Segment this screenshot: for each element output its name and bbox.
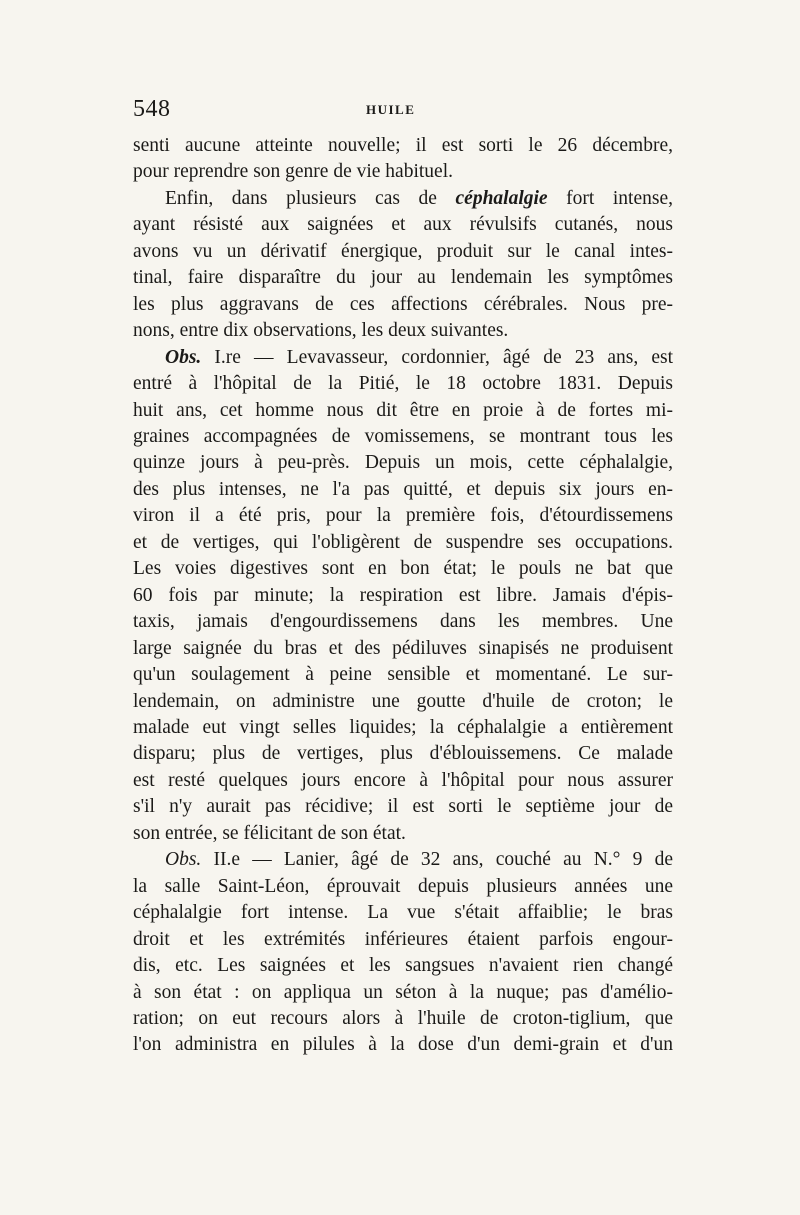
text-line: est resté quelques jours encore à l'hôpital pour nous assurer [133, 769, 673, 791]
italic-term: Obs. [165, 346, 202, 368]
text-run: II.e — Lanier, âgé de 32 ans, couché au N.° 9 de [201, 849, 673, 871]
page-number: 548 [133, 96, 171, 122]
text-run: Enfin, dans plusieurs cas de [165, 187, 456, 209]
italic-term: céphalalgie [455, 187, 548, 209]
text-line: nons, entre dix observations, les deux suivantes. [133, 320, 509, 342]
text-line: senti aucune atteinte nouvelle; il est sorti le 26 décembre, [133, 135, 673, 156]
text-line: lendemain, on administre une goutte d'huile de croton; le [133, 690, 673, 712]
text-line: à son état : on appliqua un séton à la nuque; pas d'amélio- [133, 981, 673, 1003]
text-line: avons vu un dérivatif énergique, produit sur le canal intes- [133, 240, 673, 262]
text-run: I.re — Levavasseur, cordonnier, âgé de 23 ans, est [201, 346, 673, 368]
text-line: viron il a été pris, pour la première fois, d'étourdissemens [133, 505, 673, 527]
text-line: qu'un soulagement à peine sensible et momentané. Le sur- [133, 664, 673, 686]
text-line: disparu; plus de vertiges, plus d'éblouissemens. Ce malade [133, 743, 673, 765]
text-line: dis, etc. Les saignées et les sangsues n'avaient rien changé [133, 955, 673, 977]
text-line: s'il n'y aurait pas récidive; il est sorti le septième jour de [133, 796, 673, 818]
text-line [133, 186, 673, 212]
text-line: entré à l'hôpital de la Pitié, le 18 octobre 1831. Depuis [133, 373, 673, 395]
text-line: graines accompagnées de vomissemens, se montrant tous les [133, 425, 673, 447]
text-line: droit et les extrémités inférieures étaient parfois engour- [133, 928, 673, 950]
text-line: et de vertiges, qui l'obligèrent de suspendre ses occupations. [133, 531, 673, 553]
text-line: la salle Saint-Léon, éprouvait depuis plusieurs années une [133, 875, 673, 897]
text-line: ration; on eut recours alors à l'huile de croton-tiglium, que [133, 1007, 673, 1029]
text-line [133, 847, 673, 873]
italic-term: Obs. [165, 849, 202, 871]
text-line: 60 fois par minute; la respiration est libre. Jamais d'épis- [133, 584, 673, 606]
text-line: les plus aggravans de ces affections cérébrales. Nous pre- [133, 293, 673, 315]
text-line: huit ans, cet homme nous dit être en proie à de fortes mi- [133, 399, 673, 421]
text-line: malade eut vingt selles liquides; la céphalalgie a entièrement [133, 716, 673, 738]
page-header [133, 96, 673, 126]
text-line: quinze jours à peu-près. Depuis un mois, cette céphalalgie, [133, 452, 673, 474]
text-line: des plus intenses, ne l'a pas quitté, et depuis six jours en- [133, 478, 673, 500]
body-text [133, 133, 673, 1059]
text-line: céphalalgie fort intense. La vue s'était affaiblie; le bras [133, 902, 673, 924]
text-line: ayant résisté aux saignées et aux révulsifs cutanés, nous [133, 214, 673, 236]
running-head: HUILE [366, 102, 416, 117]
text-line: l'on administra en pilules à la dose d'un demi-grain et d'un [133, 1034, 673, 1056]
text-line: son entrée, se félicitant de son état. [133, 822, 406, 844]
text-run: fort intense, [547, 187, 673, 209]
text-line: Les voies digestives sont en bon état; le pouls ne bat que [133, 558, 673, 580]
text-line: tinal, faire disparaître du jour au lendemain les symptômes [133, 267, 673, 289]
text-line: taxis, jamais d'engourdissemens dans les membres. Une [133, 611, 673, 633]
text-line: large saignée du bras et des pédiluves sinapisés ne produisent [133, 637, 673, 659]
text-line: pour reprendre son genre de vie habituel. [133, 161, 453, 183]
text-line [133, 345, 673, 371]
